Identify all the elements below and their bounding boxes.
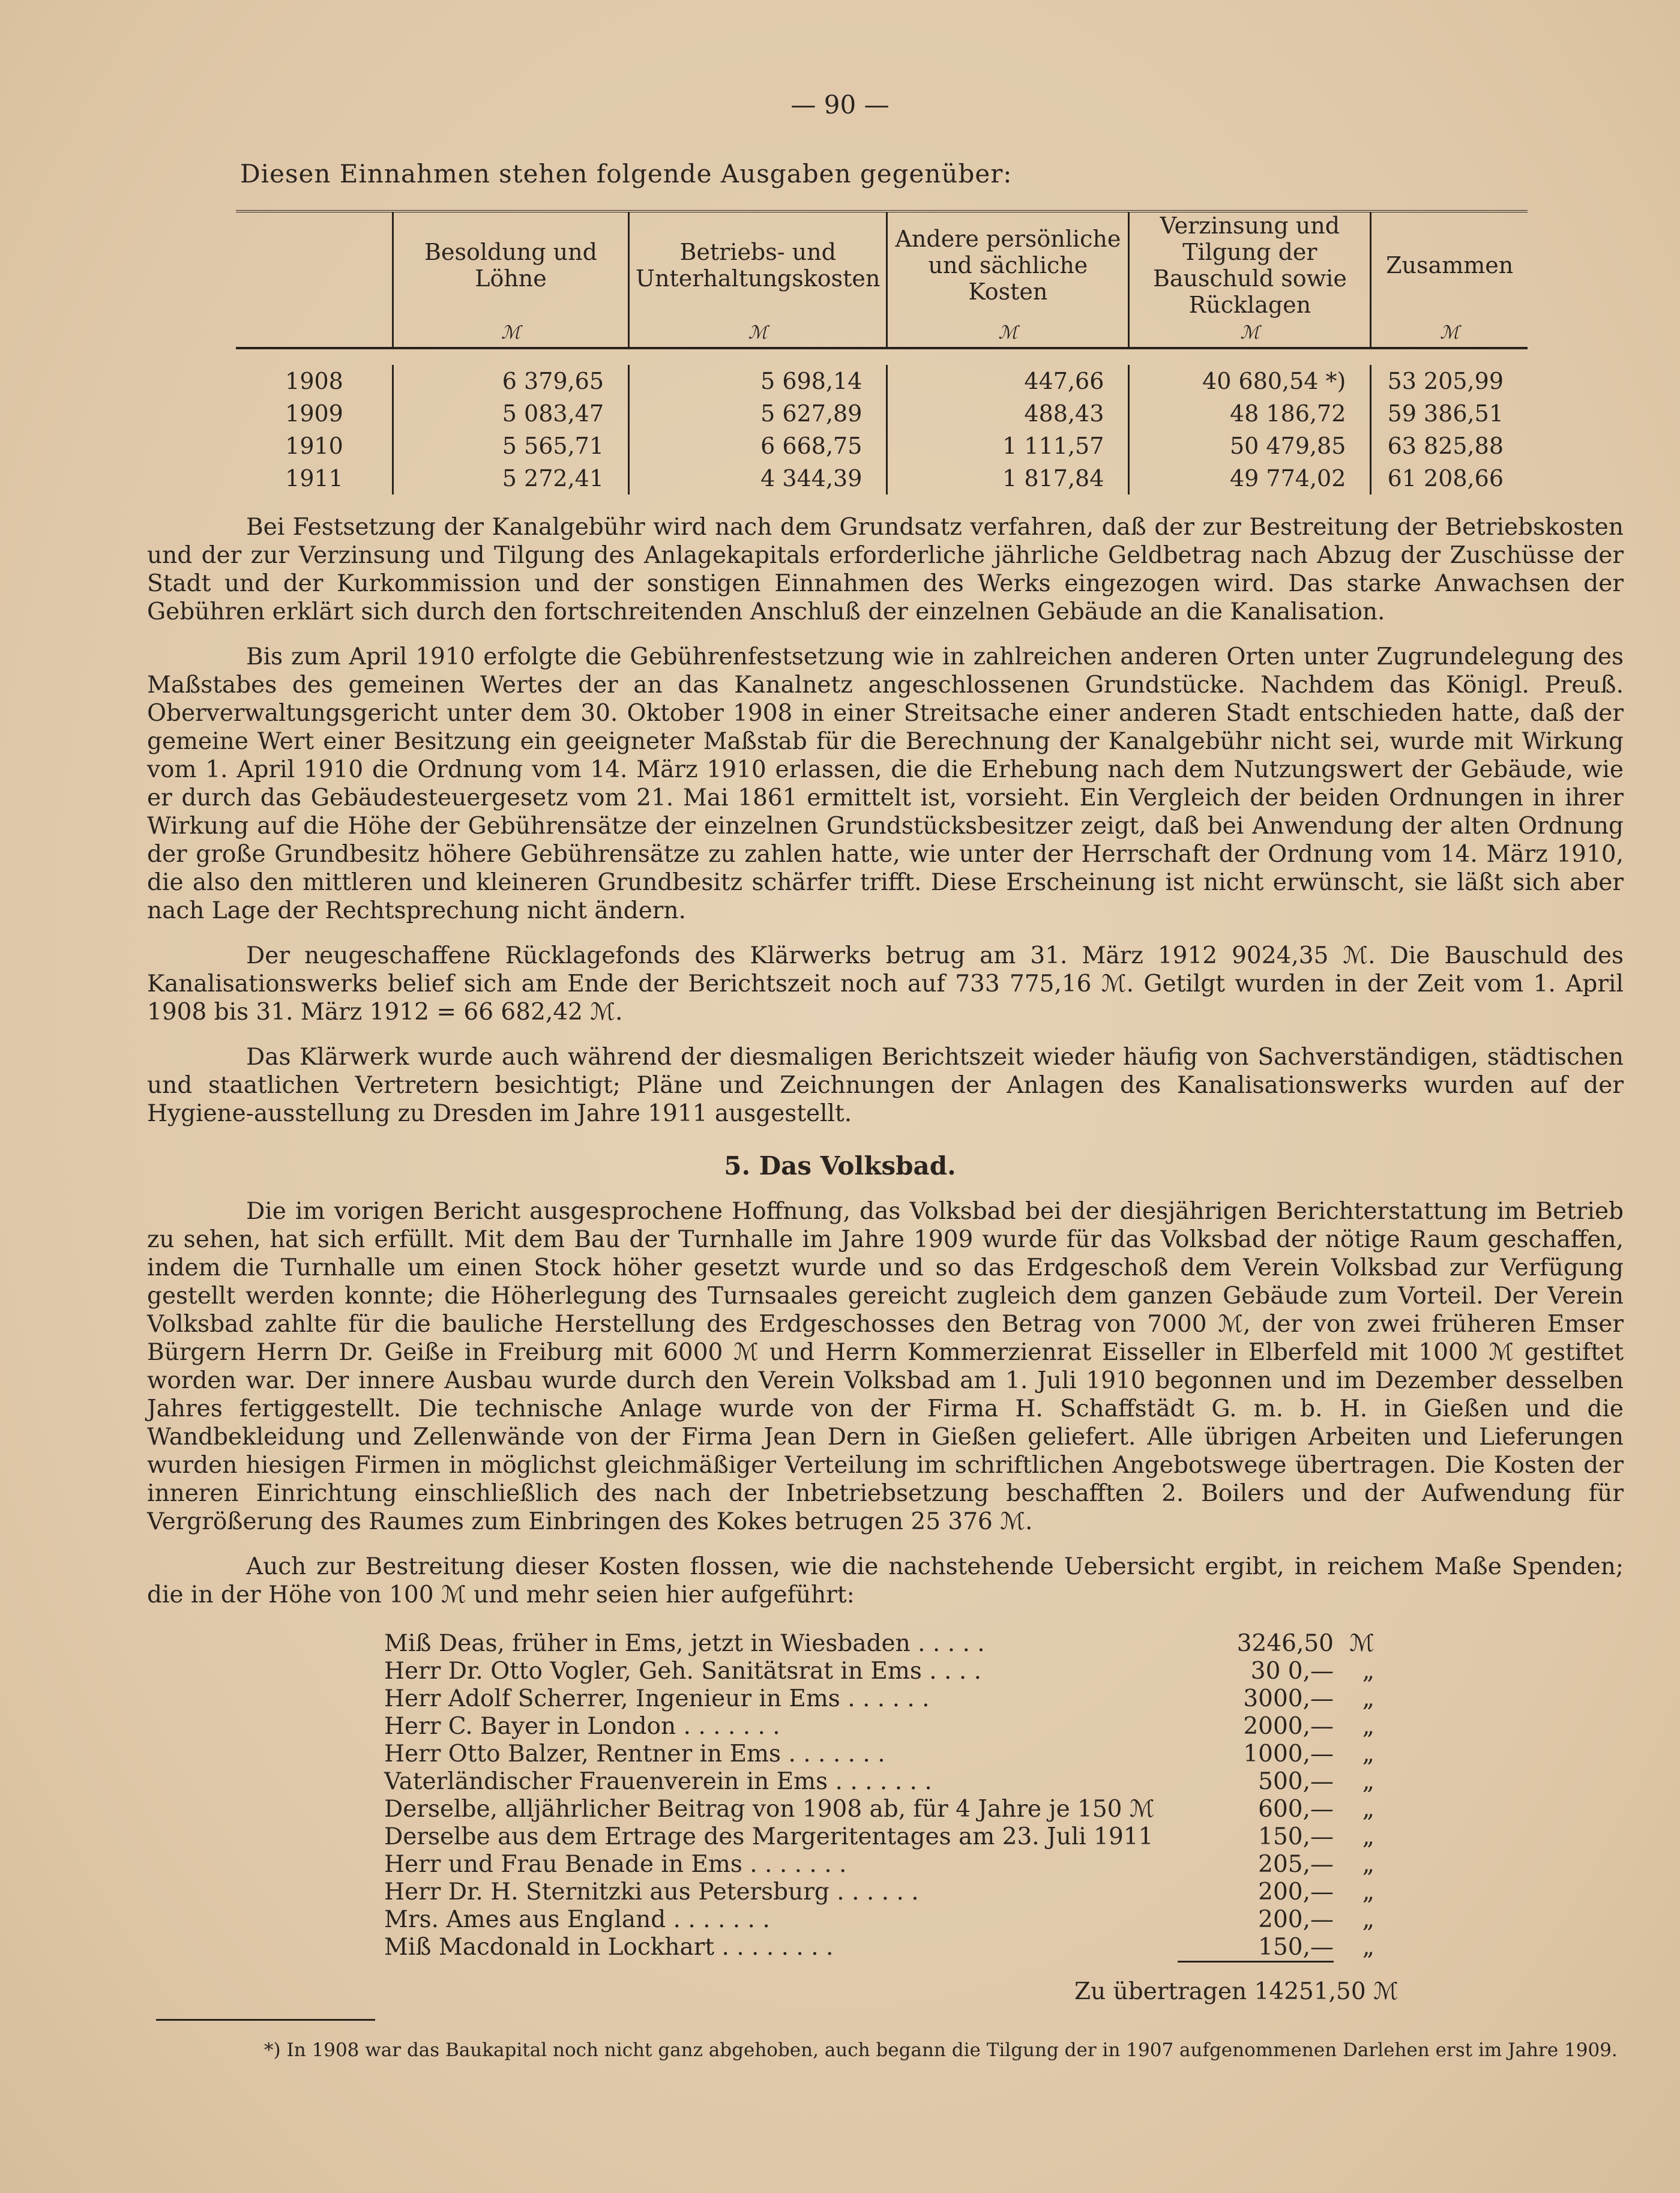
donation-amount: 3246,50 — [1236, 1629, 1334, 1657]
table-cell: 6 379,65 — [393, 365, 629, 397]
list-item — [384, 1933, 1374, 1962]
donations-list — [384, 1629, 1374, 1963]
text-block-volksbad — [147, 1197, 1624, 1626]
donation-amount: 200,— — [1258, 1906, 1334, 1933]
table-cell: 1 817,84 — [887, 462, 1129, 495]
donation-amount: 200,— — [1258, 1878, 1334, 1906]
table-cell: 63 825,88 — [1371, 430, 1528, 462]
list-item — [384, 1850, 1374, 1878]
table-unit-cell: ℳ — [629, 318, 887, 348]
table-header: Andere persönliche und sächliche Kosten — [887, 212, 1129, 318]
table-header: Betriebs- und Unterhaltungskosten — [629, 212, 887, 318]
donation-unit: „ — [1362, 1906, 1374, 1933]
table-unit-cell — [236, 318, 393, 348]
table-header-year — [236, 212, 393, 318]
donor-name: Herr Otto Balzer, Rentner in Ems . . . . . . . — [384, 1740, 885, 1767]
table-row — [236, 430, 1528, 462]
table-cell: 53 205,99 — [1371, 365, 1528, 397]
table-cell: 1911 — [285, 465, 343, 492]
text-block-fees — [147, 513, 1624, 1145]
list-item — [384, 1795, 1374, 1823]
donation-unit: „ — [1362, 1712, 1374, 1740]
table-row — [236, 365, 1528, 397]
table-cell: 1 111,57 — [887, 430, 1129, 462]
donation-amount: 205,— — [1258, 1850, 1334, 1878]
donor-name: Vaterländischer Frauenverein in Ems . . . . . . . — [384, 1767, 932, 1795]
donor-name: Herr Dr. Otto Vogler, Geh. Sanitätsrat in Ems . . . . — [384, 1657, 982, 1685]
donor-name: Herr und Frau Benade in Ems . . . . . . . — [384, 1850, 847, 1878]
paragraph: Das Klärwerk wurde auch während der diesmaligen Berichtszeit wieder häufig von Sachverständigen, städtischen und staatlichen Vertretern besichtigt; Pläne und Zeichnungen der Anlagen des Kanalisationswerks wurden auf der Hygiene-ausstellung zu Dresden im Jahre 1911 ausgestellt. — [147, 1044, 1624, 1127]
table-cell: 5 627,89 — [629, 397, 887, 430]
donation-unit: „ — [1362, 1767, 1374, 1795]
footnote-rule — [156, 2019, 375, 2021]
table-cell: 49 774,02 — [1129, 462, 1371, 495]
carry-over-unit: ℳ — [1373, 1978, 1398, 2005]
list-item — [384, 1767, 1374, 1795]
table-unit-cell: ℳ — [887, 318, 1129, 348]
table-cell: 447,66 — [887, 365, 1129, 397]
donation-unit: „ — [1362, 1657, 1374, 1685]
table-unit-row — [236, 318, 1528, 348]
table-unit-cell: ℳ — [1371, 318, 1528, 348]
table-cell: 6 668,75 — [629, 430, 887, 462]
donor-name: Herr Adolf Scherrer, Ingenieur in Ems . . . . . . — [384, 1685, 930, 1712]
donation-unit: „ — [1362, 1878, 1374, 1906]
donation-amount: 1000,— — [1243, 1740, 1334, 1767]
donation-amount: 500,— — [1258, 1767, 1334, 1795]
donation-unit: ℳ — [1349, 1629, 1374, 1657]
table-header: Verzinsung und Tilgung der Bauschuld sowie Rücklagen — [1129, 212, 1371, 318]
section-heading: 5. Das Volksbad. — [724, 1151, 956, 1181]
donation-unit: „ — [1362, 1850, 1374, 1878]
carry-over-amount: 14251,50 — [1254, 1978, 1366, 2005]
donation-amount: 600,— — [1258, 1795, 1334, 1823]
donation-amount: 150,— — [1258, 1823, 1334, 1850]
page-number: — 90 — — [790, 90, 890, 119]
table-cell: 1908 — [285, 368, 343, 394]
expenses-table — [236, 210, 1528, 495]
carry-over-total — [1074, 1978, 1398, 2005]
donation-unit: „ — [1362, 1740, 1374, 1767]
table-cell: 4 344,39 — [629, 462, 887, 495]
donor-name: Herr C. Bayer in London . . . . . . . — [384, 1712, 780, 1740]
list-item — [384, 1685, 1374, 1712]
table-row — [236, 462, 1528, 495]
table-cell: 40 680,54 *) — [1129, 365, 1371, 397]
donor-name: Derselbe aus dem Ertrage des Margeritentages am 23. Juli 1911 — [384, 1823, 1154, 1850]
donation-unit: „ — [1362, 1823, 1374, 1850]
table-header: Zusammen — [1371, 212, 1528, 318]
table-cell: 5 565,71 — [393, 430, 629, 462]
list-item — [384, 1823, 1374, 1850]
list-item — [384, 1629, 1374, 1657]
table-row — [236, 397, 1528, 430]
paragraph: Bis zum April 1910 erfolgte die Gebührenfestsetzung wie in zahlreichen anderen Orten unter Zugrundelegung des Maßstabes des gemeinen Wertes der an das Kanalnetz angeschlossenen Grundstücke. Nachdem das Königl. Preuß. Oberverwaltungsgericht unter dem 30. Oktober 1908 in einer Streitsache einer anderen Stadt entschieden hatte, daß der gemeine Wert einer Besitzung ein geeigneter Maßstab für die Berechnung der Kanalgebühr nicht sei, wurde mit Wirkung vom 1. April 1910 die Ordnung vom 14. März 1910 erlassen, die die Erhebung nach dem Nutzungswert der Gebäude, wie er durch das Gebäudesteuergesetz vom 21. Mai 1861 ermittelt ist, vorsieht. Ein Vergleich der beiden Ordnungen in ihrer Wirkung auf die Höhe der Gebührensätze der einzelnen Grundstücksbesitzer zeigt, daß bei Anwendung der alten Ordnung der große Grundbesitz höhere Gebührensätze zu zahlen hatte, wie unter der Herrschaft der Ordnung vom 14. März 1910, die also den mittleren und kleineren Grundbesitz schärfer trifft. Diese Erscheinung ist nicht erwünscht, sie läßt sich aber nach Lage der Rechtsprechung nicht ändern. — [147, 643, 1624, 924]
list-item — [384, 1740, 1374, 1767]
list-item — [384, 1878, 1374, 1906]
table-cell: 488,43 — [887, 397, 1129, 430]
paragraph: Bei Festsetzung der Kanalgebühr wird nach dem Grundsatz verfahren, daß der zur Bestreitung der Betriebskosten und der zur Verzinsung und Tilgung des Anlagekapitals erforderliche jährliche Geldbetrag nach Abzug der Zuschüsse der Stadt und der Kurkommission und der sonstigen Einnahmen des Werks eingezogen wird. Das starke Anwachsen der Gebühren erklärt sich durch den fortschreitenden Anschluß der einzelnen Gebäude an die Kanalisation. — [147, 514, 1624, 625]
table-unit-cell: ℳ — [393, 318, 629, 348]
list-item — [384, 1906, 1374, 1933]
table-cell: 1909 — [285, 400, 343, 427]
donation-unit: „ — [1362, 1685, 1374, 1712]
table-cell: 5 083,47 — [393, 397, 629, 430]
table-header-row — [236, 212, 1528, 318]
table-cell: 5 272,41 — [393, 462, 629, 495]
table-cell: 59 386,51 — [1371, 397, 1528, 430]
table-cell: 1910 — [285, 433, 343, 459]
donation-unit: „ — [1362, 1795, 1374, 1823]
donor-name: Miß Macdonald in Lockhart . . . . . . . . — [384, 1934, 834, 1961]
paragraph: Der neugeschaffene Rücklagefonds des Klärwerks betrug am 31. März 1912 9024,35 ℳ. Die Bauschuld des Kanalisationswerks belief sich am Ende der Berichtszeit noch auf 733 775,16 ℳ. Getilgt wurden in der Zeit vom 1. April 1908 bis 31. März 1912 = 66 682,42 ℳ. — [147, 942, 1624, 1026]
table-header: Besoldung und Löhne — [393, 212, 629, 318]
donation-amount: 150,— — [1178, 1933, 1334, 1962]
donor-name: Miß Deas, früher in Ems, jetzt in Wiesbaden . . . . . — [384, 1629, 985, 1657]
donor-name: Derselbe, alljährlicher Beitrag von 1908 ab, für 4 Jahre je 150 ℳ — [384, 1795, 1155, 1823]
paragraph: Die im vorigen Bericht ausgesprochene Hoffnung, das Volksbad bei der diesjährigen Berichterstattung im Betrieb zu sehen, hat sich erfüllt. Mit dem Bau der Turnhalle im Jahre 1909 wurde für das Volksbad der nötige Raum geschaffen, indem die Turnhalle um einen Stock höher gesetzt wurde und so das Erdgeschoß dem Verein Volksbad zur Verfügung gestellt werden konnte; die Höherlegung des Turnsaales gereicht zugleich dem ganzen Gebäude zum Vorteil. Der Verein Volksbad zahlte für die bauliche Herstellung des Erdgeschosses den Betrag von 7000 ℳ, der von zwei früheren Emser Bürgern Herrn Dr. Geiße in Freiburg mit 6000 ℳ und Herrn Kommerzienrat Eisseller in Elberfeld mit 1000 ℳ gestiftet worden war. Der innere Ausbau wurde durch den Verein Volksbad am 1. Juli 1910 begonnen und im Dezember desselben Jahres fertiggestellt. Die technische Anlage wurde von der Firma H. Schaffstädt G. m. b. H. in Gießen und die Wandbekleidung und Zellenwände von der Firma Jean Dern in Gießen geliefert. Alle übrigen Arbeiten und Lieferungen wurden hiesigen Firmen in möglichst gleichmäßiger Verteilung im schriftlichen Angebotswege übertragen. Die Kosten der inneren Einrichtung einschließlich des nach der Inbetriebsetzung beschafften 2. Boilers und der Aufwendung für Vergrößerung des Raumes zum Einbringen des Kokes betrugen 25 376 ℳ. — [147, 1198, 1624, 1535]
intro-sentence: Diesen Einnahmen stehen folgende Ausgaben gegenüber: — [240, 159, 1013, 188]
donor-name: Mrs. Ames aus England . . . . . . . — [384, 1906, 770, 1933]
donation-amount: 3000,— — [1243, 1685, 1334, 1712]
list-item — [384, 1657, 1374, 1685]
table-cell: 61 208,66 — [1371, 462, 1528, 495]
donor-name: Herr Dr. H. Sternitzki aus Petersburg . . . . . . — [384, 1878, 919, 1906]
carry-over-label: Zu übertragen — [1074, 1978, 1247, 2005]
table-cell: 50 479,85 — [1129, 430, 1371, 462]
list-item — [384, 1712, 1374, 1740]
table-cell: 48 186,72 — [1129, 397, 1371, 430]
donation-unit: „ — [1362, 1934, 1374, 1961]
donation-amount: 30 0,— — [1250, 1657, 1334, 1685]
table-cell: 5 698,14 — [629, 365, 887, 397]
table-unit-cell: ℳ — [1129, 318, 1371, 348]
footnote: *) In 1908 war das Baukapital noch nicht ganz abgehoben, auch begann die Tilgung der in 1907 aufgenommenen Darlehen erst im Jahre 1909. — [264, 2039, 1618, 2061]
paragraph: Auch zur Bestreitung dieser Kosten flossen, wie die nachstehende Uebersicht ergibt, in reichem Maße Spenden; die in der Höhe von 100 ℳ und mehr seien hier aufgeführt: — [147, 1553, 1624, 1608]
donation-amount: 2000,— — [1243, 1712, 1334, 1740]
